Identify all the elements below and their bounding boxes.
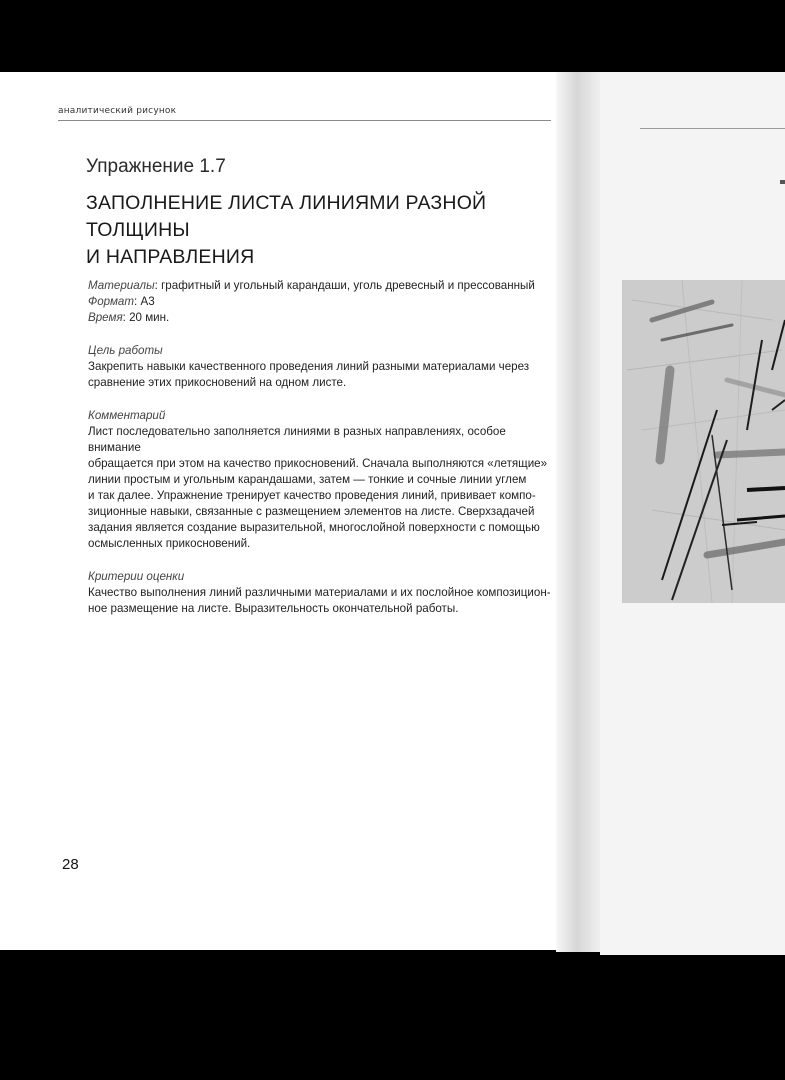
right-page-mark <box>780 180 785 184</box>
comment-text-line: задания является создание выразительной, многослойной поверхности с помощью <box>88 521 540 534</box>
exercise-title <box>86 190 556 271</box>
format-line <box>88 294 560 310</box>
page-number: 28 <box>62 856 79 873</box>
exercise-number: Упражнение 1.7 <box>86 156 226 177</box>
comment-text-line: Лист последовательно заполняется линиями в разных направлениях, особое внимание <box>88 425 506 454</box>
time-line <box>88 310 560 326</box>
goal-text-line: Закрепить навыки качественного проведения линий разными материалами через <box>88 360 530 373</box>
exercise-content <box>88 278 560 617</box>
time-value: : 20 мин. <box>122 311 170 324</box>
format-label: Формат <box>88 295 135 308</box>
exercise-title-line: И НАПРАВЛЕНИЯ <box>86 246 255 268</box>
line-sketch-illustration <box>622 280 785 603</box>
header-rule <box>58 120 551 121</box>
materials-label: Материалы <box>88 279 155 292</box>
running-header: аналитический рисунок <box>58 106 177 116</box>
comment-label: Комментарий <box>88 409 166 422</box>
exercise-title-line: ЗАПОЛНЕНИЕ ЛИСТА ЛИНИЯМИ РАЗНОЙ ТОЛЩИНЫ <box>86 192 487 241</box>
materials-value: : графитный и угольный карандаши, уголь древесный и прессованный <box>154 279 535 292</box>
time-label: Время <box>88 311 123 324</box>
materials-line <box>88 278 560 294</box>
sketch-background <box>622 280 785 603</box>
sketch-line <box>717 452 785 455</box>
comment-text-line: и так далее. Упражнение тренирует качество проведения линий, прививает компо- <box>88 489 536 502</box>
comment-text-line: осмысленных прикосновений. <box>88 537 251 550</box>
goal-text-line: сравнение этих прикосновений на одном листе. <box>88 376 347 389</box>
criteria-text-line: Качество выполнения линий различными материалами и их послойное композицион- <box>88 586 551 599</box>
comment-text-line: линии простым и угольным карандашами, затем — тонкие и сочные линии углем <box>88 473 527 486</box>
comment-text-line: зиционные навыки, связанные с размещением элементов на листе. Сверхзадачей <box>88 505 535 518</box>
sketch-line <box>747 488 785 490</box>
criteria-text-line: ное размещение на листе. Выразительность окончательной работы. <box>88 602 459 615</box>
comment-text-line: обращается при этом на качество прикосновений. Сначала выполняются «летящие» <box>88 457 548 470</box>
goal-label: Цель работы <box>88 344 163 357</box>
criteria-label: Критерии оценки <box>88 570 185 583</box>
format-value: : А3 <box>134 295 155 308</box>
sketch-svg <box>622 280 785 603</box>
right-page-rule <box>640 128 785 129</box>
